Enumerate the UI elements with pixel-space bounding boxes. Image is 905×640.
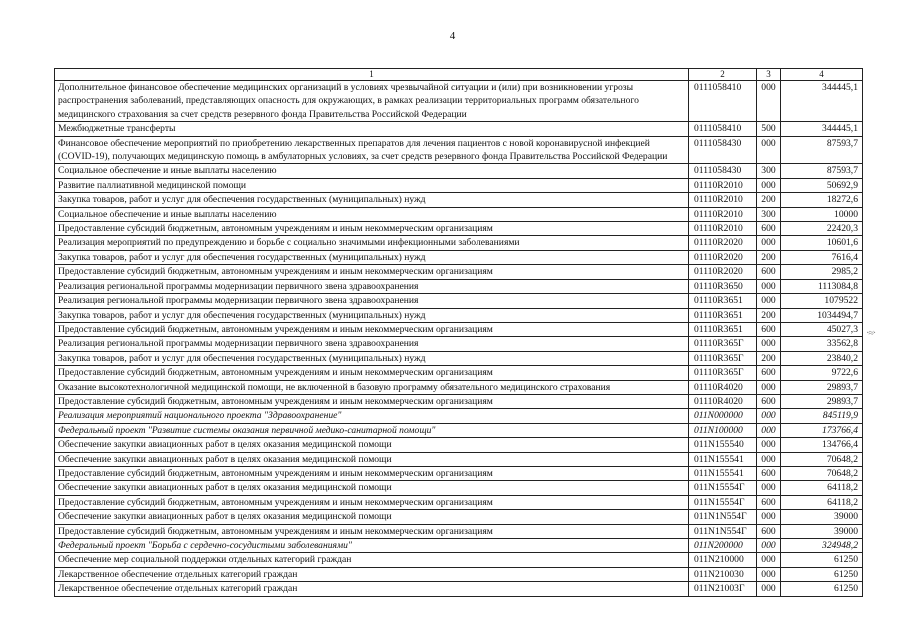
- row-expense-type: 000: [757, 409, 781, 423]
- table-row: [55, 294, 863, 308]
- row-expense-type: 000: [757, 539, 781, 553]
- table-row: [55, 366, 863, 380]
- row-name: Обеспечение закупки авиационных работ в целях оказания медицинской помощи: [55, 481, 689, 495]
- row-code: 01110R2010: [689, 207, 757, 221]
- scan-artifact: ·≈·: [866, 328, 876, 339]
- row-amount: 10601,6: [781, 236, 863, 250]
- row-expense-type: 000: [757, 236, 781, 250]
- row-expense-type: 000: [757, 423, 781, 437]
- row-amount: 33562,8: [781, 337, 863, 351]
- row-code: 011N000000: [689, 409, 757, 423]
- row-amount: 39000: [781, 510, 863, 524]
- row-name: Закупка товаров, работ и услуг для обеспечения государственных (муниципальных) нужд: [55, 250, 689, 264]
- row-expense-type: 600: [757, 524, 781, 538]
- row-code: 01110R4020: [689, 380, 757, 394]
- row-amount: 87593,7: [781, 136, 863, 164]
- row-code: 011N155541: [689, 466, 757, 480]
- table-header-row: [55, 69, 863, 81]
- row-amount: 23840,2: [781, 351, 863, 365]
- row-code: 011N21003Г: [689, 582, 757, 596]
- row-amount: 9722,6: [781, 366, 863, 380]
- row-amount: 845119,9: [781, 409, 863, 423]
- row-expense-type: 000: [757, 81, 781, 122]
- row-expense-type: 000: [757, 438, 781, 452]
- row-amount: 29893,7: [781, 380, 863, 394]
- header-col-4: 4: [781, 69, 863, 81]
- row-expense-type: 000: [757, 337, 781, 351]
- row-name: Обеспечение закупки авиационных работ в целях оказания медицинской помощи: [55, 510, 689, 524]
- row-amount: 64118,2: [781, 495, 863, 509]
- table-row: [55, 466, 863, 480]
- table-row: [55, 136, 863, 164]
- row-name: Предоставление субсидий бюджетным, автономным учреждениям и иным некоммерческим организациям: [55, 524, 689, 538]
- row-name: Предоставление субсидий бюджетным, автономным учреждениям и иным некоммерческим организациям: [55, 495, 689, 509]
- row-expense-type: 600: [757, 466, 781, 480]
- table-row: [55, 423, 863, 437]
- table-row: [55, 351, 863, 365]
- row-amount: 39000: [781, 524, 863, 538]
- table-row: [55, 510, 863, 524]
- budget-table-body: [55, 69, 863, 597]
- row-amount: 134766,4: [781, 438, 863, 452]
- row-name: Оказание высокотехнологичной медицинской помощи, не включенной в базовую программу обязательного медицинского страхования: [55, 380, 689, 394]
- row-name: Финансовое обеспечение мероприятий по приобретению лекарственных препаратов для лечения пациентов с новой коронавирусной инфекцией (COVID-19), получающих медицинскую помощь в амбулаторных условиях, за счет средств резервного фонда Правительства Российской Федерации: [55, 136, 689, 164]
- row-code: 01110R2010: [689, 193, 757, 207]
- row-code: 0111058410: [689, 122, 757, 136]
- table-row: [55, 81, 863, 122]
- table-row: [55, 250, 863, 264]
- row-amount: 87593,7: [781, 164, 863, 178]
- row-expense-type: 300: [757, 207, 781, 221]
- row-code: 011N15554Г: [689, 495, 757, 509]
- row-expense-type: 600: [757, 265, 781, 279]
- row-expense-type: 200: [757, 351, 781, 365]
- row-name: Межбюджетные трансферты: [55, 122, 689, 136]
- row-name: Закупка товаров, работ и услуг для обеспечения государственных (муниципальных) нужд: [55, 308, 689, 322]
- row-amount: 1034494,7: [781, 308, 863, 322]
- row-name: Обеспечение мер социальной поддержки отдельных категорий граждан: [55, 553, 689, 567]
- row-name: Реализация мероприятий национального проекта "Здравоохранение": [55, 409, 689, 423]
- row-code: 01110R365Г: [689, 337, 757, 351]
- table-row: [55, 567, 863, 581]
- row-amount: 324948,2: [781, 539, 863, 553]
- row-amount: 344445,1: [781, 81, 863, 122]
- header-col-1: 1: [55, 69, 689, 81]
- row-expense-type: 000: [757, 452, 781, 466]
- row-amount: 1079522: [781, 294, 863, 308]
- table-row: [55, 322, 863, 336]
- table-row: [55, 524, 863, 538]
- row-name: Предоставление субсидий бюджетным, автономным учреждениям и иным некоммерческим организациям: [55, 322, 689, 336]
- row-amount: 64118,2: [781, 481, 863, 495]
- table-row: [55, 452, 863, 466]
- table-row: [55, 193, 863, 207]
- header-col-2: 2: [689, 69, 757, 81]
- table-row: [55, 207, 863, 221]
- row-expense-type: 200: [757, 250, 781, 264]
- row-code: 0111058430: [689, 164, 757, 178]
- row-name: Дополнительное финансовое обеспечение медицинских организаций в условиях чрезвычайной ситуации и (или) при возникновении угрозы распространения заболеваний, представляющих опасность для окружающих, в рамках реализации территориальных программ обязательного медицинского страхования за счет средств резервного фонда Правительства Российской Федерации: [55, 81, 689, 122]
- row-name: Обеспечение закупки авиационных работ в целях оказания медицинской помощи: [55, 452, 689, 466]
- table-row: [55, 553, 863, 567]
- row-amount: 1113084,8: [781, 279, 863, 293]
- row-expense-type: 000: [757, 136, 781, 164]
- row-expense-type: 000: [757, 567, 781, 581]
- table-row: [55, 539, 863, 553]
- table-row: [55, 178, 863, 192]
- table-row: [55, 495, 863, 509]
- row-amount: 173766,4: [781, 423, 863, 437]
- row-amount: 18272,6: [781, 193, 863, 207]
- row-code: 01110R2020: [689, 265, 757, 279]
- row-code: 01110R2010: [689, 222, 757, 236]
- row-code: 01110R2020: [689, 250, 757, 264]
- row-expense-type: 000: [757, 553, 781, 567]
- row-name: Реализация региональной программы модернизации первичного звена здравоохранения: [55, 279, 689, 293]
- row-amount: 29893,7: [781, 394, 863, 408]
- row-expense-type: 600: [757, 322, 781, 336]
- row-name: Закупка товаров, работ и услуг для обеспечения государственных (муниципальных) нужд: [55, 351, 689, 365]
- table-row: [55, 308, 863, 322]
- table-row: [55, 279, 863, 293]
- row-name: Реализация мероприятий по предупреждению и борьбе с социально значимыми инфекционными заболеваниями: [55, 236, 689, 250]
- row-expense-type: 000: [757, 294, 781, 308]
- row-amount: 344445,1: [781, 122, 863, 136]
- row-name: Предоставление субсидий бюджетным, автономным учреждениям и иным некоммерческим организациям: [55, 366, 689, 380]
- row-expense-type: 000: [757, 481, 781, 495]
- row-name: Предоставление субсидий бюджетным, автономным учреждениям и иным некоммерческим организациям: [55, 265, 689, 279]
- row-name: Реализация региональной программы модернизации первичного звена здравоохранения: [55, 294, 689, 308]
- row-expense-type: 000: [757, 380, 781, 394]
- row-name: Лекарственное обеспечение отдельных категорий граждан: [55, 567, 689, 581]
- row-amount: 7616,4: [781, 250, 863, 264]
- row-code: 01110R2010: [689, 178, 757, 192]
- budget-table: [54, 68, 863, 597]
- row-name: Социальное обеспечение и иные выплаты населению: [55, 207, 689, 221]
- row-expense-type: 200: [757, 308, 781, 322]
- row-name: Предоставление субсидий бюджетным, автономным учреждениям и иным некоммерческим организациям: [55, 466, 689, 480]
- row-name: Реализация региональной программы модернизации первичного звена здравоохранения: [55, 337, 689, 351]
- table-row: [55, 380, 863, 394]
- row-expense-type: 600: [757, 394, 781, 408]
- row-code: 011N1N554Г: [689, 510, 757, 524]
- table-row: [55, 394, 863, 408]
- row-code: 011N1N554Г: [689, 524, 757, 538]
- row-name: Предоставление субсидий бюджетным, автономным учреждениям и иным некоммерческим организациям: [55, 394, 689, 408]
- row-code: 01110R4020: [689, 394, 757, 408]
- row-name: Федеральный проект "Борьба с сердечно-сосудистыми заболеваниями": [55, 539, 689, 553]
- row-amount: 70648,2: [781, 466, 863, 480]
- row-expense-type: 300: [757, 164, 781, 178]
- header-col-3: 3: [757, 69, 781, 81]
- row-expense-type: 000: [757, 510, 781, 524]
- row-code: 011N200000: [689, 539, 757, 553]
- row-amount: 10000: [781, 207, 863, 221]
- row-expense-type: 000: [757, 178, 781, 192]
- row-code: 01110R3651: [689, 294, 757, 308]
- row-code: 01110R3651: [689, 308, 757, 322]
- row-expense-type: 600: [757, 495, 781, 509]
- table-row: [55, 481, 863, 495]
- row-code: 011N155541: [689, 452, 757, 466]
- table-row: [55, 582, 863, 596]
- row-name: Федеральный проект "Развитие системы оказания первичной медико-санитарной помощи": [55, 423, 689, 437]
- row-expense-type: 500: [757, 122, 781, 136]
- table-row: [55, 438, 863, 452]
- row-name: Лекарственное обеспечение отдельных категорий граждан: [55, 582, 689, 596]
- row-amount: 50692,9: [781, 178, 863, 192]
- row-code: 011N100000: [689, 423, 757, 437]
- table-row: [55, 409, 863, 423]
- table-row: [55, 222, 863, 236]
- row-amount: 70648,2: [781, 452, 863, 466]
- row-name: Социальное обеспечение и иные выплаты населению: [55, 164, 689, 178]
- row-amount: 61250: [781, 553, 863, 567]
- row-amount: 22420,3: [781, 222, 863, 236]
- row-expense-type: 600: [757, 366, 781, 380]
- row-name: Развитие паллиативной медицинской помощи: [55, 178, 689, 192]
- row-code: 011N155540: [689, 438, 757, 452]
- row-code: 01110R3650: [689, 279, 757, 293]
- table-row: [55, 122, 863, 136]
- table-row: [55, 265, 863, 279]
- row-amount: 61250: [781, 582, 863, 596]
- row-code: 011N15554Г: [689, 481, 757, 495]
- row-code: 01110R3651: [689, 322, 757, 336]
- row-code: 01110R2020: [689, 236, 757, 250]
- row-code: 011N210000: [689, 553, 757, 567]
- row-amount: 61250: [781, 567, 863, 581]
- row-name: Обеспечение закупки авиационных работ в целях оказания медицинской помощи: [55, 438, 689, 452]
- table-row: [55, 164, 863, 178]
- row-code: 0111058410: [689, 81, 757, 122]
- row-amount: 45027,3: [781, 322, 863, 336]
- row-name: Закупка товаров, работ и услуг для обеспечения государственных (муниципальных) нужд: [55, 193, 689, 207]
- page-number: 4: [449, 30, 456, 42]
- row-code: 0111058430: [689, 136, 757, 164]
- row-amount: 2985,2: [781, 265, 863, 279]
- row-expense-type: 000: [757, 582, 781, 596]
- table-row: [55, 236, 863, 250]
- row-expense-type: 600: [757, 222, 781, 236]
- table-row: [55, 337, 863, 351]
- row-expense-type: 200: [757, 193, 781, 207]
- row-expense-type: 000: [757, 279, 781, 293]
- row-code: 01110R365Г: [689, 366, 757, 380]
- row-code: 01110R365Г: [689, 351, 757, 365]
- row-name: Предоставление субсидий бюджетным, автономным учреждениям и иным некоммерческим организациям: [55, 222, 689, 236]
- row-code: 011N210030: [689, 567, 757, 581]
